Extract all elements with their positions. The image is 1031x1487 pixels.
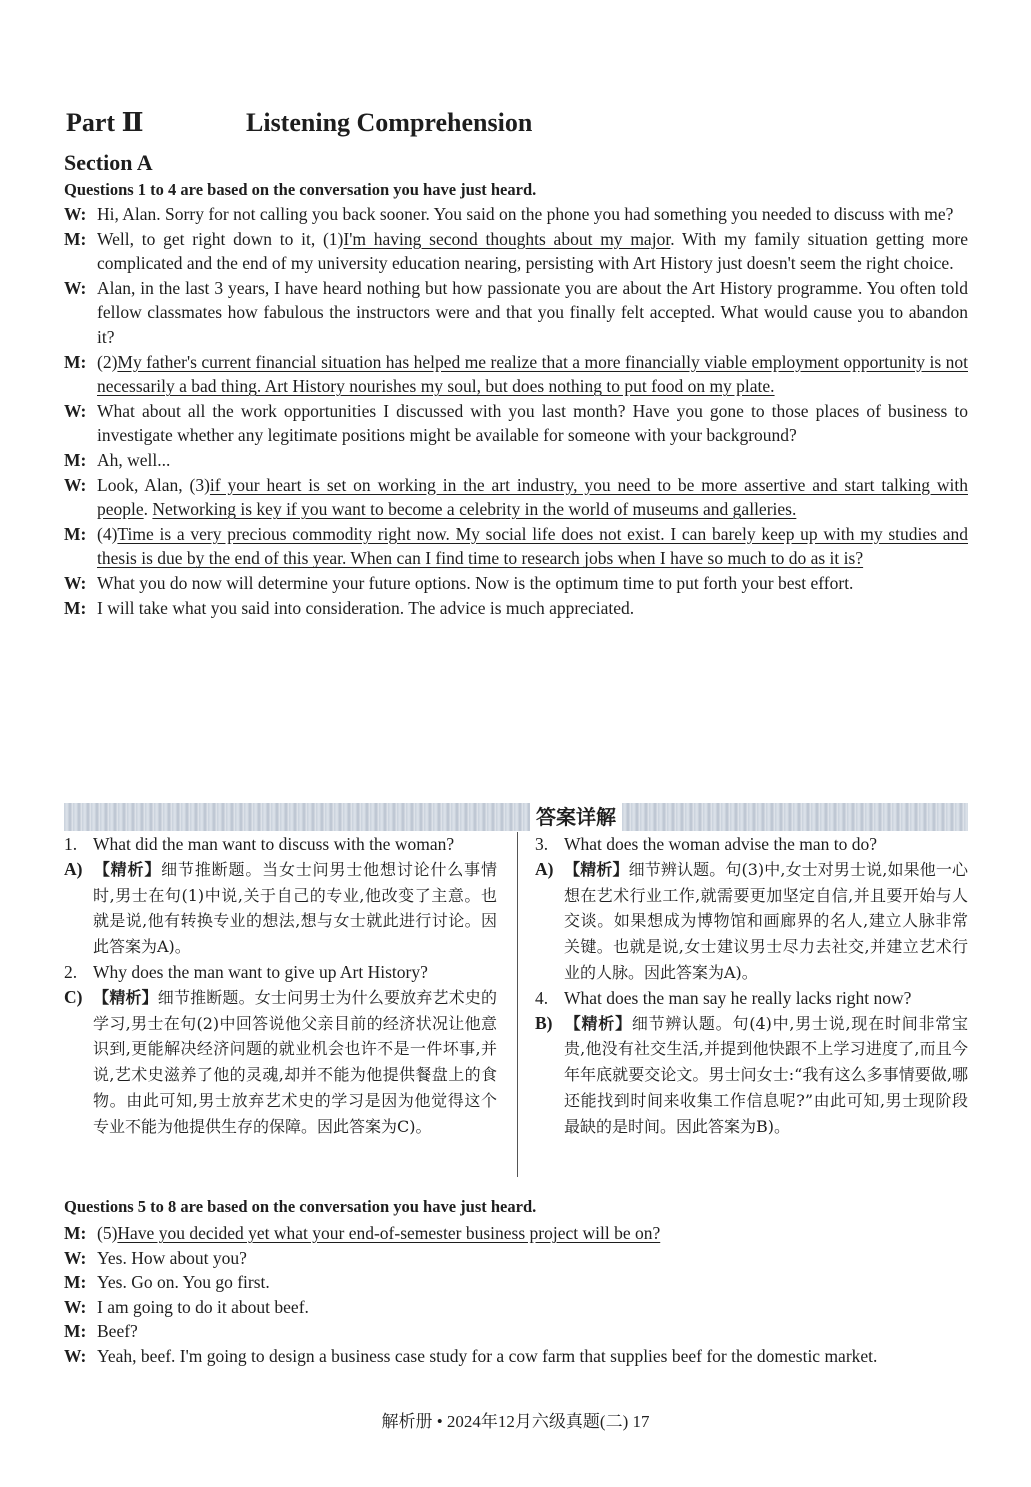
- dialogue-turn: [64, 1319, 968, 1344]
- conversation-2: [64, 1221, 968, 1369]
- answer-question: [535, 986, 968, 1011]
- answer-letter: C): [64, 986, 83, 1007]
- explanation-text: 细节推断题。当女士问男士他想讨论什么事情时,男士在句(1)中说,关于自己的专业,他改变了主意。也就是说,他有转换专业的想法,想与女士就此进行讨论。因此答案为A)。: [93, 859, 497, 957]
- underlined-key-sentence: Have you decided yet what your end-of-semester business project will be on?: [117, 1223, 661, 1243]
- dialogue-text: Alan, in the last 3 years, I have heard nothing but how passionate you are about the Art History programme. You often told fellow classmates how fabulous the instructors were and that you finally felt accepted. What would cause you to abandon it?: [97, 277, 968, 347]
- dialogue-text: What about all the work opportunities I discussed with you last month? Have you gone to those places of business to investigate whether any legitimate positions might be available for someone with your background?: [97, 400, 968, 446]
- dialogue-turn: [64, 350, 968, 399]
- speaker-label: M:: [64, 449, 87, 470]
- dialogue-text: (2): [97, 351, 118, 372]
- explanation-text: 细节推断题。女士问男士为什么要放弃艺术史的学习,男士在句(2)中回答说他父亲目前的经济状况让他意识到,更能解决经济问题的就业机会也许不是一件坏事,并说,艺术史滋养了他的灵魂,却并不能为他提供餐盘上的食物。由此可知,男士放弃艺术史的学习是因为他觉得这个专业不能为他提供生存的保障。因此答案为C)。: [93, 987, 497, 1136]
- dialogue-turn: [64, 596, 968, 621]
- underlined-key-sentence: My father's current financial situation has helped me realize that a more financially viable employment opportunity is not necessarily a bad thing. Art History nourishes my soul, but does nothing to put food on my plate.: [97, 351, 968, 397]
- dialogue-turn: [64, 522, 968, 571]
- question-text: Why does the man want to give up Art History?: [93, 961, 428, 982]
- explanation-text: 细节辨认题。句(4)中,男士说,现在时间非常宝贵,他没有社交生活,并提到他快跟不上学习进度了,而且今年年底就要交论文。男士问女士:“我有这么多事情要做,哪还能找到时间来收集工作信息呢?”由此可知,男士现阶段最缺的是时间。因此答案为B)。: [564, 1013, 968, 1136]
- dialogue-turn: [64, 448, 968, 473]
- speaker-label: M:: [64, 228, 87, 249]
- part-name: Part Ⅱ: [66, 108, 144, 137]
- dialogue-text: .: [143, 499, 153, 520]
- dialogue-turn: [64, 202, 968, 227]
- speaker-label: M:: [64, 523, 87, 544]
- answer-explanation: [64, 985, 497, 1140]
- answers-right-column: [535, 832, 968, 1140]
- analysis-tag: 【精析】: [564, 1013, 632, 1033]
- column-divider: [517, 832, 518, 1177]
- questions-1-4-heading: Questions 1 to 4 are based on the conversation you have just heard.: [64, 180, 537, 199]
- question-number: 1.: [64, 834, 78, 854]
- underlined-key-sentence: I'm having second thoughts about my major: [343, 228, 671, 249]
- question-text: What does the man say he really lacks right now?: [564, 987, 912, 1008]
- dialogue-text: . With my family situation getting more complicated and the end of my university education nearing, persisting with Art History just doesn't seem the right choice.: [97, 228, 969, 274]
- dialogue-turn: [64, 1270, 968, 1295]
- speaker-label: M:: [64, 351, 87, 372]
- answer-explanation: [535, 1011, 968, 1140]
- speaker-label: W:: [64, 474, 87, 495]
- dialogue-text: Hi, Alan. Sorry for not calling you back sooner. You said on the phone you had something you needed to discuss with me?: [97, 204, 954, 224]
- answer-question: [535, 832, 968, 857]
- analysis-tag: 【精析】: [564, 859, 629, 879]
- speaker-label: M:: [64, 597, 87, 618]
- conversation-1: [64, 202, 968, 620]
- question-number: 2.: [64, 961, 78, 982]
- speaker-label: W:: [64, 204, 87, 224]
- speaker-label: W:: [64, 1345, 87, 1366]
- dialogue-text: Beef?: [97, 1321, 138, 1342]
- explanation-text: 细节辨认题。句(3)中,女士对男士说,如果他一心想在艺术行业工作,就需要更加坚定自信,并且要开始与人交谈。如果想成为博物馆和画廊界的名人,建立人脉非常关键。也就是说,女士建议男士尽力去社交,并建立艺术行业的人脉。因此答案为A)。: [564, 859, 968, 982]
- dialogue-text: Look, Alan, (3): [97, 474, 210, 495]
- dialogue-text: (4): [97, 523, 118, 544]
- dialogue-text: Yes. Go on. You go first.: [97, 1272, 270, 1293]
- part-title: Listening Comprehension: [246, 108, 533, 137]
- answers-left-column: [64, 832, 497, 1140]
- underlined-key-sentence: Time is a very precious commodity right now. My social life does not exist. I can barely keep up with my studies and thesis is due by the end of this year. When can I find time to research jobs when I have so much to do as it is?: [97, 523, 968, 569]
- dialogue-turn: [64, 227, 968, 276]
- speaker-label: W:: [64, 572, 87, 593]
- dialogue-text: (5): [97, 1223, 118, 1243]
- question-text: What did the man want to discuss with the woman?: [93, 834, 455, 854]
- question-number: 3.: [535, 834, 549, 854]
- dialogue-turn: [64, 1221, 968, 1246]
- analysis-tag: 【精析】: [93, 859, 162, 879]
- speaker-label: W:: [64, 400, 87, 421]
- questions-5-8-heading: Questions 5 to 8 are based on the conversation you have just heard.: [64, 1197, 537, 1216]
- answer-explanation: [64, 857, 497, 960]
- dialogue-text: Well, to get right down to it, (1): [97, 228, 344, 249]
- dialogue-turn: [64, 399, 968, 448]
- answer-explanation: [535, 857, 968, 986]
- speaker-label: W:: [64, 1296, 87, 1317]
- speaker-label: W:: [64, 1247, 87, 1268]
- question-text: What does the woman advise the man to do?: [564, 834, 877, 854]
- answer-letter: A): [64, 858, 83, 879]
- dialogue-text: Yeah, beef. I'm going to design a business case study for a cow farm that supplies beef for the domestic market.: [97, 1345, 878, 1366]
- part-heading: [66, 108, 532, 138]
- speaker-label: W:: [64, 277, 87, 298]
- dialogue-text: What you do now will determine your future options. Now is the optimum time to put forth your best effort.: [97, 572, 854, 593]
- dialogue-turn: [64, 1246, 968, 1271]
- dialogue-text: I will take what you said into consideration. The advice is much appreciated.: [97, 597, 635, 618]
- dialogue-text: I am going to do it about beef.: [97, 1296, 309, 1317]
- dialogue-turn: [64, 473, 968, 522]
- answers-banner-label: 答案详解: [530, 803, 622, 831]
- dialogue-turn: [64, 276, 968, 350]
- speaker-label: M:: [64, 1272, 87, 1293]
- section-title: Section A: [64, 150, 153, 175]
- dialogue-text: Ah, well...: [97, 449, 171, 470]
- page-footer: 解析册 • 2024年12月六级真题(二) 17: [381, 1412, 650, 1431]
- answers-banner: [64, 803, 968, 831]
- speaker-label: M:: [64, 1223, 87, 1243]
- dialogue-text: Yes. How about you?: [97, 1247, 247, 1268]
- underlined-key-sentence: if your heart is set on working in the art industry, you need to be more assertive and start talking with people: [97, 474, 968, 520]
- underlined-key-sentence: Networking is key if you want to become a celebrity in the world of museums and galleries.: [152, 499, 797, 520]
- answer-letter: B): [535, 1012, 553, 1033]
- analysis-tag: 【精析】: [93, 987, 158, 1007]
- dialogue-turn: [64, 1344, 968, 1369]
- answer-question: [64, 960, 497, 985]
- dialogue-turn: [64, 571, 968, 596]
- speaker-label: M:: [64, 1321, 87, 1342]
- dialogue-turn: [64, 1295, 968, 1320]
- answer-letter: A): [535, 858, 554, 879]
- question-number: 4.: [535, 987, 549, 1008]
- answer-question: [64, 832, 497, 857]
